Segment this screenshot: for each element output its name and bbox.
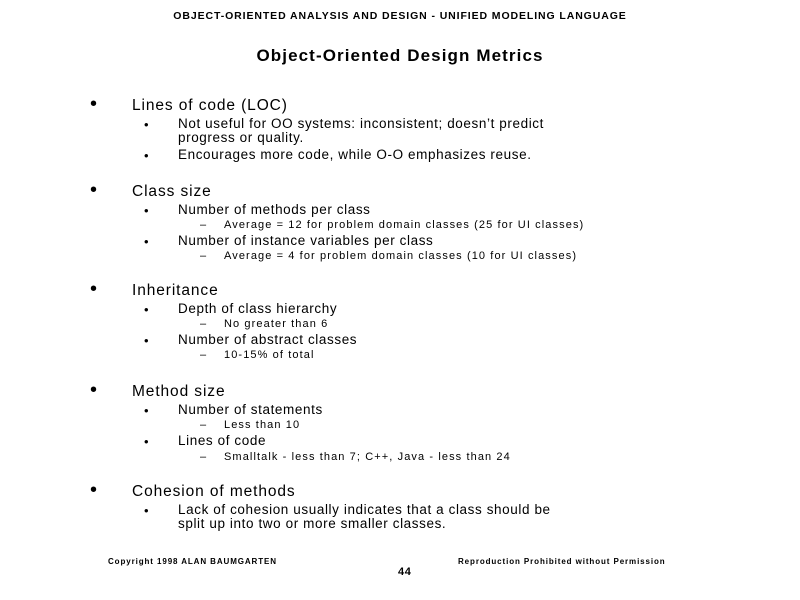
list-item-text-continued: split up into two or more smaller classes. <box>178 516 447 531</box>
list-item-text: Depth of class hierarchy <box>178 301 338 316</box>
sub-item-text: Average = 12 for problem domain classes (25 for UI classes) <box>224 219 585 231</box>
section-heading-method-size: Method size <box>132 383 226 400</box>
bullet-dot: • <box>90 479 98 501</box>
sub-item-text: Less than 10 <box>224 419 301 431</box>
list-item-text: Number of statements <box>178 402 323 417</box>
list-item-text: Number of abstract classes <box>178 332 358 347</box>
footer-notice: Reproduction Prohibited without Permission <box>458 557 666 566</box>
bullet-dot: • <box>90 379 98 401</box>
sub-item-text: Average = 4 for problem domain classes (10 for UI classes) <box>224 250 578 262</box>
section-heading-cohesion: Cohesion of methods <box>132 483 296 500</box>
list-item-text: Lines of code <box>178 433 267 448</box>
document-header: OBJECT-ORIENTED ANALYSIS AND DESIGN - UNIFIED MODELING LANGUAGE <box>173 10 627 22</box>
sub-item-text: 10-15% of total <box>224 349 315 361</box>
footer-copyright: Copyright 1998 ALAN BAUMGARTEN <box>108 557 277 566</box>
list-item-text: Lack of cohesion usually indicates that a class should be <box>178 502 551 517</box>
sub-item-text: No greater than 6 <box>224 318 329 330</box>
dash-marker: – <box>200 419 207 431</box>
sub-bullet-dot: • <box>144 234 149 249</box>
page-number: 44 <box>398 566 412 578</box>
list-item-text: Number of instance variables per class <box>178 233 434 248</box>
sub-bullet-dot: • <box>144 503 149 518</box>
sub-bullet-dot: • <box>144 403 149 418</box>
sub-bullet-dot: • <box>144 434 149 449</box>
slide-title: Object-Oriented Design Metrics <box>256 46 544 65</box>
list-item-text: Encourages more code, while O-O emphasizes reuse. <box>178 147 532 162</box>
sub-bullet-dot: • <box>144 148 149 163</box>
dash-marker: – <box>200 250 207 262</box>
section-heading-loc: Lines of code (LOC) <box>132 97 288 114</box>
list-item-text: Number of methods per class <box>178 202 371 217</box>
sub-bullet-dot: • <box>144 333 149 348</box>
dash-marker: – <box>200 318 207 330</box>
section-heading-class-size: Class size <box>132 183 212 200</box>
bullet-dot: • <box>90 179 98 201</box>
bullet-dot: • <box>90 278 98 300</box>
dash-marker: – <box>200 219 207 231</box>
bullet-dot: • <box>90 93 98 115</box>
sub-bullet-dot: • <box>144 203 149 218</box>
list-item-text: Not useful for OO systems: inconsistent; doesn’t predict <box>178 116 544 131</box>
section-heading-inheritance: Inheritance <box>132 282 219 299</box>
dash-marker: – <box>200 349 207 361</box>
sub-bullet-dot: • <box>144 302 149 317</box>
dash-marker: – <box>200 451 207 463</box>
sub-bullet-dot: • <box>144 117 149 132</box>
list-item-text-continued: progress or quality. <box>178 130 304 145</box>
sub-item-text: Smalltalk - less than 7; C++, Java - less than 24 <box>224 451 511 463</box>
